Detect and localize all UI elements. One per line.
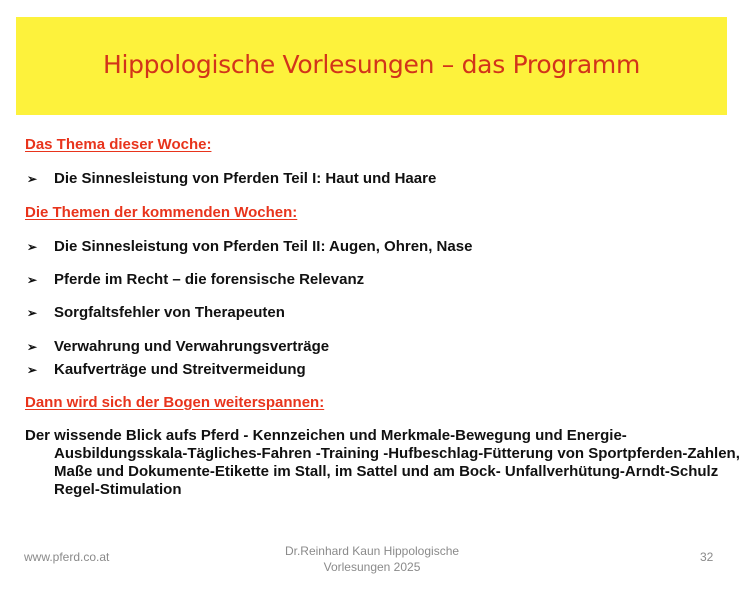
footer-author-line-1: Dr.Reinhard Kaun Hippologische [284,544,460,558]
arrowhead-bullet-icon: ➢ [27,363,38,377]
list-item-label: Sorgfaltsfehler von Therapeuten [54,304,285,321]
heading-coming-weeks: Die Themen der kommenden Wochen: [25,204,298,221]
list-item-this-week [27,170,436,187]
list-item-coming-2 [27,271,364,288]
arrowhead-bullet-icon: ➢ [27,273,38,287]
list-item-label: Pferde im Recht – die forensische Relevanz [54,271,365,288]
heading-this-week: Das Thema dieser Woche: [25,136,212,153]
footer-website: www.pferd.co.at [24,550,110,564]
list-item-label: Kaufverträge und Streitvermeidung [54,361,306,378]
list-item-coming-3 [27,304,285,321]
footer-author-line-2: Vorlesungen 2025 [323,560,421,574]
outlook-paragraph: Der wissende Blick aufs Pferd - Kennzeichen und Merkmale-Bewegung und Energie-Ausbildungsskala-Tägliches-Fahren -Training -Hufbeschlag-Fütterung von Sportpferden-Zahlen, Maße und Dokumente-Etikette im Stall, im Sattel und am Bock- Unfallverhütung-Arndt-Schulz Regel-Stimulation [25,427,740,498]
arrowhead-bullet-icon: ➢ [27,172,38,186]
list-item-coming-1 [27,238,472,255]
arrowhead-bullet-icon: ➢ [27,240,38,254]
heading-outlook: Dann wird sich der Bogen weiterspannen: [25,394,325,411]
list-item-label: Die Sinnesleistung von Pferden Teil II: Augen, Ohren, Nase [54,238,473,255]
slide-title: Hippologische Vorlesungen – das Programm [102,49,641,79]
arrowhead-bullet-icon: ➢ [27,306,38,320]
list-item-coming-4 [27,338,329,355]
title-banner [16,17,727,115]
list-item-label: Die Sinnesleistung von Pferden Teil I: Haut und Haare [54,170,437,187]
footer-author [232,543,512,575]
page-number: 32 [700,550,714,564]
list-item-label: Verwahrung und Verwahrungsverträge [54,338,330,355]
list-item-coming-5 [27,361,306,378]
arrowhead-bullet-icon: ➢ [27,340,38,354]
